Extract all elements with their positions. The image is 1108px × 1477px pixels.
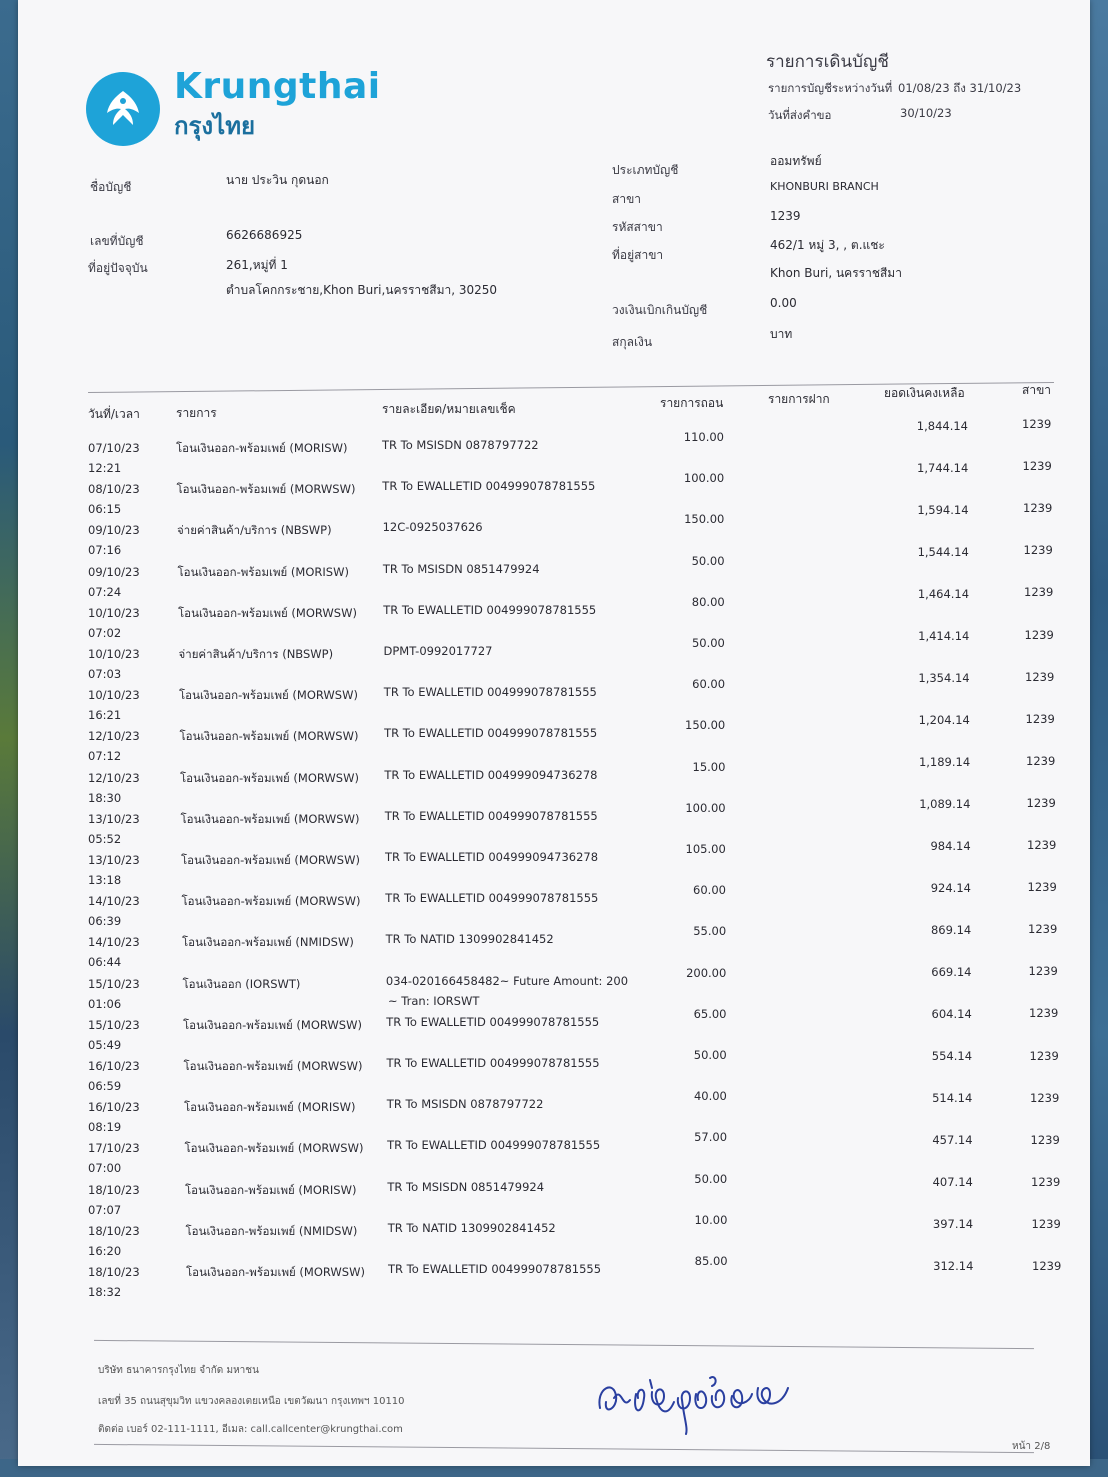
row-branch: 1239 — [1026, 753, 1056, 768]
row-detail: TR To EWALLETID 004999078781555 — [388, 1262, 602, 1276]
row-withdraw: 40.00 — [693, 1089, 727, 1104]
row-date: 16/10/23 — [88, 1059, 140, 1073]
row-balance: 1,204.14 — [918, 713, 970, 727]
account-name: นาย ประวิน กุดนอก — [226, 173, 329, 187]
row-branch: 1239 — [1023, 501, 1053, 516]
row-date: 16/10/23 — [88, 1100, 140, 1115]
row-withdraw: 65.00 — [693, 1006, 727, 1021]
account-name-label: ชื่อบัญชี — [90, 180, 132, 194]
row-branch: 1239 — [1030, 1090, 1060, 1105]
row-balance: 1,744.14 — [917, 461, 969, 475]
row-balance: 514.14 — [932, 1091, 973, 1105]
row-detail-cont: ~ Tran: IORSWT — [388, 993, 480, 1008]
row-balance: 1,414.14 — [918, 629, 970, 643]
row-balance: 1,594.14 — [917, 503, 969, 517]
row-branch: 1239 — [1023, 543, 1053, 558]
row-date: 10/10/23 — [88, 605, 140, 620]
row-date: 10/10/23 — [88, 688, 140, 703]
overdraft-label: วงเงินเบิกเกินบัญชี — [612, 303, 708, 317]
row-description: โอนเงินออก-พร้อมเพย์ (MORWSW) — [179, 688, 358, 703]
row-balance: 869.14 — [930, 923, 972, 937]
col-header-deposit: รายการฝาก — [768, 392, 830, 406]
address-line2: ตำบลโคกกระชาย,Khon Buri,นครราชสีมา, 30250 — [226, 283, 498, 297]
branch-code: 1239 — [770, 209, 801, 223]
address-line1: 261,หมู่ที่ 1 — [226, 258, 288, 272]
row-withdraw: 60.00 — [692, 677, 726, 692]
row-balance: 924.14 — [930, 881, 971, 895]
row-description: โอนเงินออก-พร้อมเพย์ (MORWSW) — [183, 1059, 363, 1073]
row-balance: 1,354.14 — [918, 671, 970, 685]
row-description: โอนเงินออก-พร้อมเพย์ (MORWSW) — [183, 1017, 362, 1032]
row-description: จ่ายค่าสินค้า/บริการ (NBSWP) — [177, 523, 332, 538]
row-description: จ่ายค่าสินค้า/บริการ (NBSWP) — [178, 647, 334, 661]
row-withdraw: 60.00 — [693, 883, 726, 898]
row-detail: TR To EWALLETID 004999078781555 — [383, 602, 597, 617]
row-balance: 669.14 — [931, 965, 972, 979]
row-withdraw: 57.00 — [694, 1130, 728, 1145]
row-withdraw: 50.00 — [691, 636, 725, 650]
row-time: 08:19 — [88, 1120, 122, 1135]
row-time: 12:21 — [88, 461, 122, 475]
row-date: 17/10/23 — [88, 1141, 140, 1156]
branch-name: KHONBURI BRANCH — [770, 180, 879, 193]
row-withdraw: 10.00 — [694, 1212, 728, 1227]
row-date: 08/10/23 — [88, 482, 140, 497]
row-detail: TR To MSISDN 0878797722 — [386, 1097, 544, 1112]
row-branch: 1239 — [1029, 1048, 1059, 1063]
branch-address-label: ที่อยู่สาขา — [612, 248, 664, 262]
row-time: 05:49 — [88, 1037, 122, 1052]
statement-page — [18, 0, 1090, 1466]
row-time: 18:30 — [88, 790, 122, 805]
row-date: 12/10/23 — [88, 770, 140, 785]
row-withdraw: 85.00 — [694, 1254, 728, 1268]
row-time: 06:15 — [88, 502, 122, 517]
row-balance: 554.14 — [931, 1049, 973, 1063]
row-detail: TR To EWALLETID 004999078781555 — [387, 1138, 601, 1153]
address-label: ที่อยู่ปัจจุบัน — [88, 261, 148, 275]
row-balance: 1,089.14 — [919, 797, 971, 811]
row-description: โอนเงินออก-พร้อมเพย์ (MORWSW) — [176, 482, 356, 497]
row-withdraw: 200.00 — [686, 965, 727, 980]
row-detail: TR To EWALLETID 004999078781555 — [384, 808, 598, 823]
row-balance: 604.14 — [931, 1007, 972, 1021]
row-date: 14/10/23 — [88, 894, 140, 909]
footer-company: บริษัท ธนาคารกรุงไทย จำกัด มหาชน — [98, 1365, 259, 1376]
row-detail: TR To EWALLETID 004999078781555 — [383, 685, 597, 700]
row-branch: 1239 — [1027, 838, 1057, 852]
row-date: 14/10/23 — [88, 935, 140, 950]
account-type-label: ประเภทบัญชี — [612, 163, 679, 177]
row-detail: 12C-0925037626 — [382, 520, 483, 535]
row-branch: 1239 — [1025, 711, 1055, 726]
row-balance: 457.14 — [932, 1133, 973, 1147]
row-time: 06:39 — [88, 914, 122, 929]
row-description: โอนเงินออก-พร้อมเพย์ (NMIDSW) — [185, 1223, 358, 1238]
footer-bottom-rule — [94, 1444, 1034, 1453]
row-branch: 1239 — [1027, 880, 1057, 895]
page-number: หน้า 2/8 — [1012, 1441, 1051, 1452]
row-date: 09/10/23 — [88, 564, 140, 579]
row-time: 07:03 — [88, 667, 122, 681]
branch-address-line1: 462/1 หมู่ 3, , ต.แชะ — [770, 238, 885, 252]
row-detail: DPMT-0992017727 — [383, 644, 493, 658]
row-withdraw: 105.00 — [685, 842, 726, 856]
row-description: โอนเงินออก (IORSWT) — [182, 976, 301, 991]
row-detail: 034-020166458482~ Future Amount: 200 — [385, 973, 629, 988]
row-detail: TR To EWALLETID 004999094736278 — [384, 767, 598, 782]
row-time: 06:44 — [88, 955, 122, 970]
row-branch: 1239 — [1031, 1174, 1061, 1189]
bank-name-th: กรุงไทย — [174, 112, 256, 140]
row-withdraw: 150.00 — [684, 512, 725, 527]
row-withdraw: 110.00 — [683, 430, 724, 444]
row-description: โอนเงินออก-พร้อมเพย์ (MORWSW) — [180, 811, 360, 826]
row-date: 13/10/23 — [88, 853, 140, 867]
row-balance: 407.14 — [932, 1175, 973, 1189]
row-detail: TR To EWALLETID 004999094736278 — [385, 850, 599, 864]
row-description: โอนเงินออก-พร้อมเพย์ (MORWSW) — [181, 853, 360, 867]
row-balance: 1,844.14 — [916, 419, 968, 433]
row-branch: 1239 — [1029, 1006, 1059, 1021]
row-detail: TR To EWALLETID 004999078781555 — [384, 726, 598, 741]
row-detail: TR To EWALLETID 004999078781555 — [382, 479, 596, 494]
currency-value: บาท — [770, 327, 793, 341]
period-label: รายการบัญชีระหว่างวันที่ — [768, 81, 893, 95]
row-time: 01:06 — [88, 996, 122, 1011]
row-date: 18/10/23 — [88, 1265, 140, 1279]
row-branch: 1239 — [1028, 922, 1058, 937]
row-balance: 1,544.14 — [917, 545, 969, 559]
row-detail: TR To MSISDN 0878797722 — [382, 438, 539, 452]
row-branch: 1239 — [1030, 1132, 1060, 1147]
row-description: โอนเงินออก-พร้อมเพย์ (MORWSW) — [184, 1141, 364, 1156]
row-date: 09/10/23 — [88, 523, 140, 538]
row-branch: 1239 — [1032, 1259, 1062, 1273]
col-header-withdraw: รายการถอน — [660, 396, 724, 410]
account-type: ออมทรัพย์ — [770, 154, 822, 168]
row-detail: TR To NATID 1309902841452 — [385, 932, 554, 947]
garuda-bird-icon — [101, 87, 145, 131]
row-time: 16:20 — [88, 1243, 122, 1258]
krungthai-logo — [86, 72, 160, 146]
row-time: 07:12 — [88, 749, 122, 764]
issue-date: 30/10/23 — [900, 106, 952, 120]
account-number-label: เลขที่บัญชี — [90, 234, 144, 248]
row-date: 13/10/23 — [88, 811, 140, 826]
row-balance: 1,189.14 — [918, 755, 971, 769]
row-time: 07:24 — [88, 584, 122, 599]
row-date: 07/10/23 — [88, 441, 140, 455]
handwritten-signature — [592, 1358, 802, 1438]
col-header-description: รายการ — [176, 406, 217, 420]
row-branch: 1239 — [1022, 417, 1052, 431]
row-date: 15/10/23 — [88, 976, 140, 991]
row-time: 05:52 — [88, 831, 122, 846]
col-header-datetime: วันที่/เวลา — [88, 407, 140, 421]
col-header-branch: สาขา — [1022, 383, 1052, 397]
col-header-detail: รายละเอียด/หมายเลขเช็ค — [382, 402, 516, 416]
row-branch: 1239 — [1025, 669, 1055, 684]
branch-address-line2: Khon Buri, นครราชสีมา — [770, 266, 902, 280]
branch-label: สาขา — [612, 192, 642, 206]
row-time: 06:59 — [88, 1079, 122, 1093]
row-time: 13:18 — [88, 873, 122, 887]
col-header-balance: ยอดเงินคงเหลือ — [884, 386, 965, 400]
row-date: 18/10/23 — [88, 1182, 140, 1197]
row-description: โอนเงินออก-พร้อมเพย์ (MORWSW) — [186, 1265, 365, 1279]
period-value: 01/08/23 ถึง 31/10/23 — [898, 81, 1022, 95]
row-detail: TR To EWALLETID 004999078781555 — [386, 1056, 600, 1070]
row-description: โอนเงินออก-พร้อมเพย์ (MORISW) — [176, 441, 348, 455]
row-time: 07:07 — [88, 1202, 122, 1217]
branch-code-label: รหัสสาขา — [612, 220, 663, 234]
account-number: 6626686925 — [226, 228, 303, 242]
row-description: โอนเงินออก-พร้อมเพย์ (MORISW) — [177, 564, 349, 579]
footer-contact: ติดต่อ เบอร์ 02-111-1111, อีเมล: call.callcenter@krungthai.com — [98, 1424, 403, 1435]
row-time: 07:00 — [88, 1161, 122, 1176]
bank-name-en: Krungthai — [174, 66, 381, 107]
row-detail: TR To MSISDN 0851479924 — [382, 561, 540, 576]
row-balance: 1,464.14 — [917, 587, 970, 601]
row-branch: 1239 — [1022, 459, 1052, 474]
row-description: โอนเงินออก-พร้อมเพย์ (MORWSW) — [178, 605, 357, 620]
row-branch: 1239 — [1026, 795, 1056, 810]
row-withdraw: 55.00 — [693, 924, 727, 939]
row-branch: 1239 — [1031, 1216, 1061, 1231]
row-withdraw: 50.00 — [693, 1048, 727, 1062]
overdraft-value: 0.00 — [770, 296, 797, 310]
row-balance: 984.14 — [930, 839, 971, 853]
row-branch: 1239 — [1024, 627, 1054, 642]
row-description: โอนเงินออก-พร้อมเพย์ (MORWSW) — [179, 729, 359, 744]
row-description: โอนเงินออก-พร้อมเพย์ (NMIDSW) — [182, 935, 354, 950]
row-detail: TR To NATID 1309902841452 — [387, 1220, 556, 1235]
row-time: 07:02 — [88, 625, 122, 640]
row-withdraw: 50.00 — [694, 1171, 728, 1186]
row-withdraw: 15.00 — [692, 759, 726, 774]
row-branch: 1239 — [1028, 964, 1058, 979]
row-time: 18:32 — [88, 1285, 122, 1299]
row-detail: TR To MSISDN 0851479924 — [387, 1179, 545, 1194]
row-withdraw: 100.00 — [685, 800, 726, 815]
footer-top-rule — [94, 1340, 1034, 1349]
row-detail: TR To EWALLETID 004999078781555 — [386, 1014, 600, 1029]
row-balance: 397.14 — [932, 1217, 974, 1231]
statement-title: รายการเดินบัญชี — [766, 52, 889, 72]
row-detail: TR To EWALLETID 004999078781555 — [385, 891, 599, 906]
currency-label: สกุลเงิน — [612, 335, 653, 349]
row-date: 10/10/23 — [88, 647, 140, 661]
row-time: 16:21 — [88, 708, 122, 723]
row-withdraw: 50.00 — [691, 553, 725, 568]
row-time: 07:16 — [88, 543, 122, 558]
row-description: โอนเงินออก-พร้อมเพย์ (MORWSW) — [180, 770, 359, 785]
row-withdraw: 80.00 — [691, 594, 725, 609]
row-branch: 1239 — [1024, 585, 1054, 600]
row-description: โอนเงินออก-พร้อมเพย์ (MORISW) — [185, 1182, 357, 1197]
row-withdraw: 100.00 — [683, 471, 725, 486]
row-withdraw: 150.00 — [685, 718, 726, 733]
row-balance: 312.14 — [933, 1259, 974, 1273]
row-date: 15/10/23 — [88, 1017, 140, 1032]
row-date: 12/10/23 — [88, 729, 140, 744]
footer-address: เลขที่ 35 ถนนสุขุมวิท แขวงคลองเตยเหนือ เขตวัฒนา กรุงเทพฯ 10110 — [98, 1396, 405, 1407]
row-description: โอนเงินออก-พร้อมเพย์ (MORISW) — [184, 1100, 356, 1115]
issue-date-label: วันที่ส่งคำขอ — [768, 108, 832, 122]
row-date: 18/10/23 — [88, 1223, 140, 1238]
row-description: โอนเงินออก-พร้อมเพย์ (MORWSW) — [181, 894, 361, 909]
